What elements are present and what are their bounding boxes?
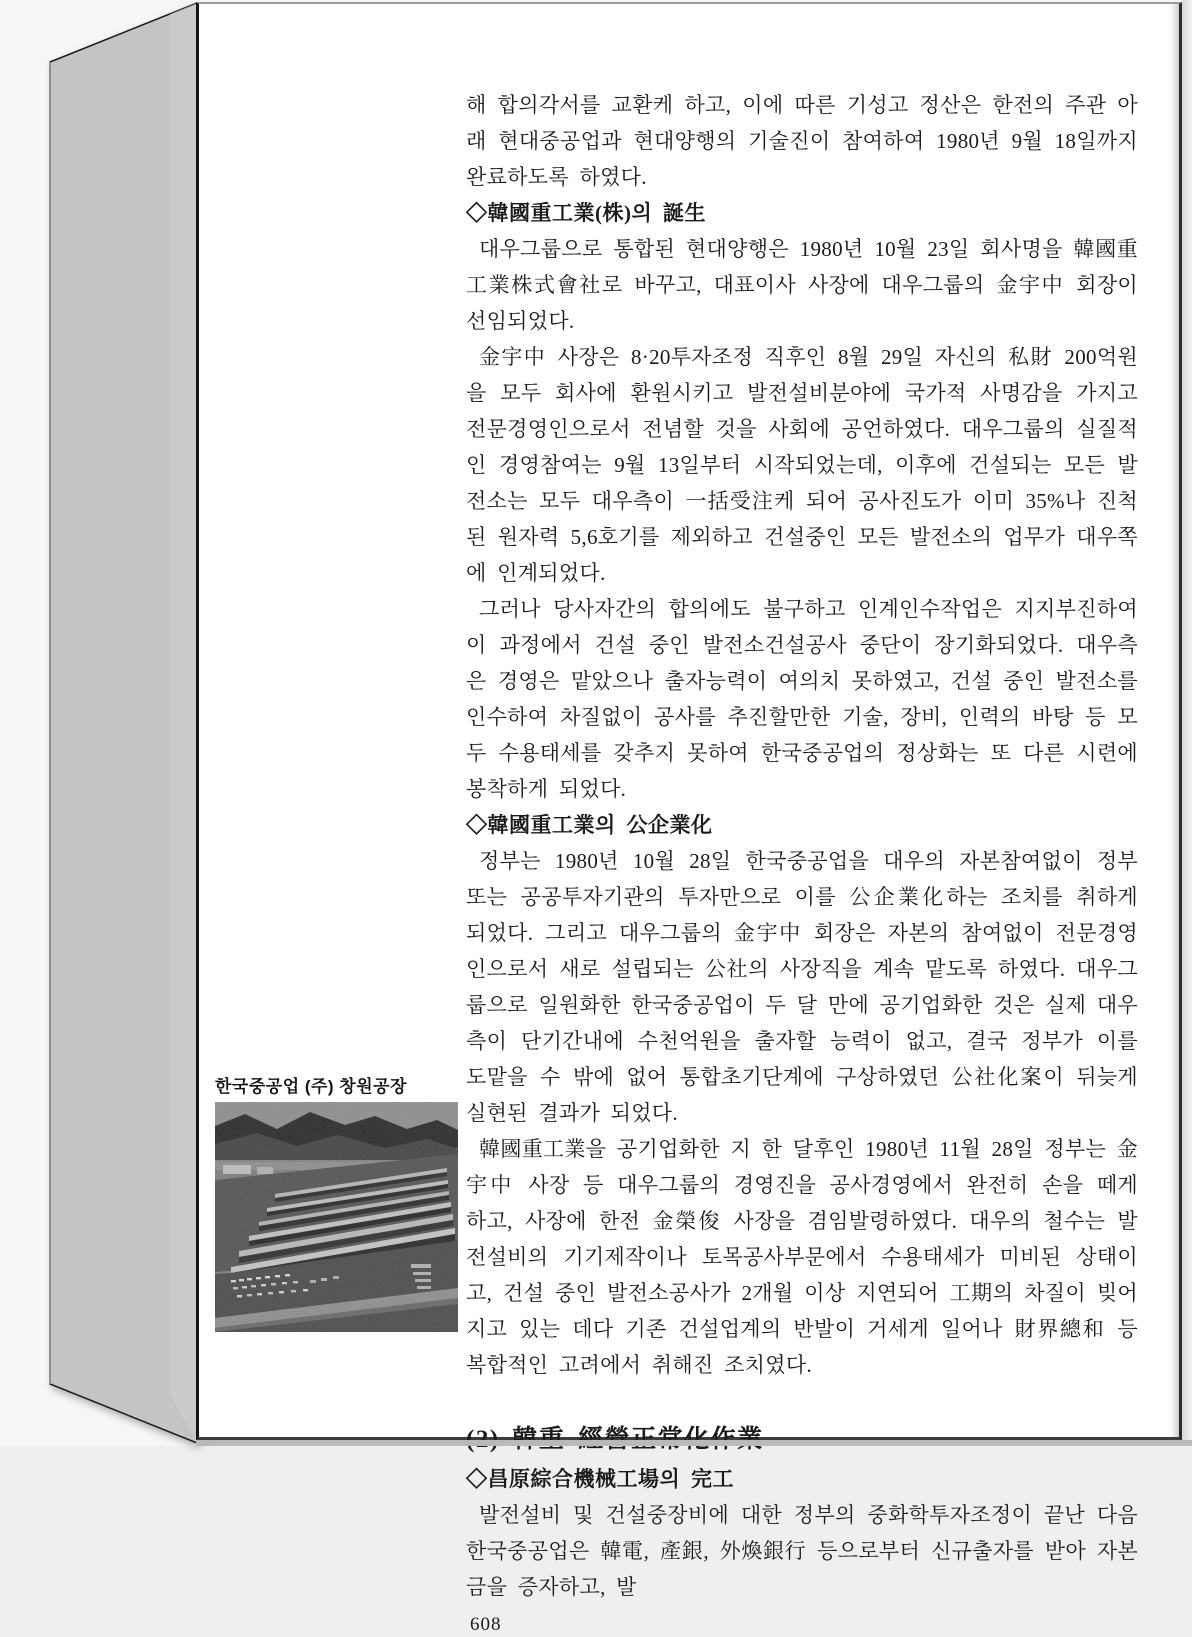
paragraph: 대우그룹으로 통합된 현대양행은 1980년 10월 23일 회사명을 韓國重工業株式會社로 바꾸고, 대표이사 사장에 대우그룹의 金宇中 회장이 선임되었다. — [466, 237, 1138, 333]
diamond-header-public-enterprise: ◇韓國重工業의 公企業化 — [466, 813, 713, 837]
paragraph: 정부는 1980년 10월 28일 한국중공업을 대우의 자본참여없이 정부 또는 공공투자기관의 투자만으로 이를 公企業化하는 조치를 취하게 되었다. 그리고 대우그룹의 金宇中 회장은 자본의 참여없이 전문경영인으로서 새로 설립되는 公社의 사장직을 계속 맡도록 하였다. 대우그룹으로 일원화한 한국중공업이 두 달 만에 공기업화한 것은 실제 대우측이 단기간내에 수천억원을 출자할 능력이 없고, 결국 정부가 이를 도맡을 수 밖에 없어 통합초기단계에 구상하였던 公社化案이 뒤늦게 실현된 결과가 되었다. — [466, 849, 1138, 1125]
paragraph-continued: 해 합의각서를 교환케 하고, 이에 따른 기성고 정산은 한전의 주관 아래 현대중공업과 현대양행의 기술진이 참여하여 1980년 9월 18일까지 완료하도록 하였다. — [466, 93, 1138, 189]
page — [196, 2, 1182, 1635]
paragraph: 발전설비 및 건설중장비에 대한 정부의 중화학투자조정이 끝난 다음 한국중공업은 韓電, 產銀, 外煥銀行 등으로부터 신규출자를 받아 자본금을 증자하고, 발 — [466, 1503, 1138, 1599]
page-edge-right — [1182, 0, 1192, 1446]
diamond-header-birth: ◇韓國重工業(株)의 誕生 — [466, 201, 707, 225]
diamond-header-changwon: ◇昌原綜合機械工場의 完工 — [466, 1467, 735, 1491]
page-number: 608 — [470, 1614, 502, 1635]
book-spine — [0, 0, 200, 1446]
factory-aerial-photo — [215, 1102, 458, 1332]
photo-block — [215, 1076, 458, 1332]
page-edge-bottom — [196, 1440, 1192, 1446]
paragraph: 金宇中 사장은 8·20투자조정 직후인 8월 29일 자신의 私財 200억원을 모두 회사에 환원시키고 발전설비분야에 국가적 사명감을 가지고 전문경영인으로서 전념할 것을 사회에 공언하였다. 대우그룹의 실질적인 경영참여는 9월 13일부터 시작되었는데, 이후에 건설되는 모든 발전소는 모두 대우측이 一括受注케 되어 공사진도가 이미 35%나 진척된 원자력 5,6호기를 제외하고 건설중인 모든 발전소의 업무가 대우쪽에 인계되었다. — [466, 345, 1138, 585]
photo-caption: 한국중공업 (주) 창원공장 — [215, 1077, 407, 1096]
body-text-column — [466, 87, 1138, 1637]
paragraph: 그러나 당사자간의 합의에도 불구하고 인계인수작업은 지지부진하여 이 과정에서 건설 중인 발전소건설공사 중단이 장기화되었다. 대우측은 경영은 맡았으나 출자능력이 여의치 못하였고, 건설 중인 발전소를 인수하여 차질없이 공사를 추진할만한 기술, 장비, 인력의 바탕 등 모두 수용태세를 갖추지 못하여 한국중공업의 정상화는 또 다른 시련에 봉착하게 되었다. — [466, 597, 1138, 801]
paragraph: 韓國重工業을 공기업화한 지 한 달후인 1980년 11월 28일 정부는 金宇中 사장 등 대우그룹의 경영진을 공사경영에서 완전히 손을 떼게 하고, 사장에 한전 金榮俊 사장을 겸임발령하였다. 대우의 철수는 발전설비의 기기제작이나 토목공사부문에서 수용태세가 미비된 상태이고, 건설 중인 발전소공사가 2개월 이상 지연되어 工期의 차질이 빚어지고 있는 데다 기존 건설업계의 반발이 거세게 일어나 財界總和 등 복합적인 고려에서 취해진 조치였다. — [466, 1137, 1138, 1377]
